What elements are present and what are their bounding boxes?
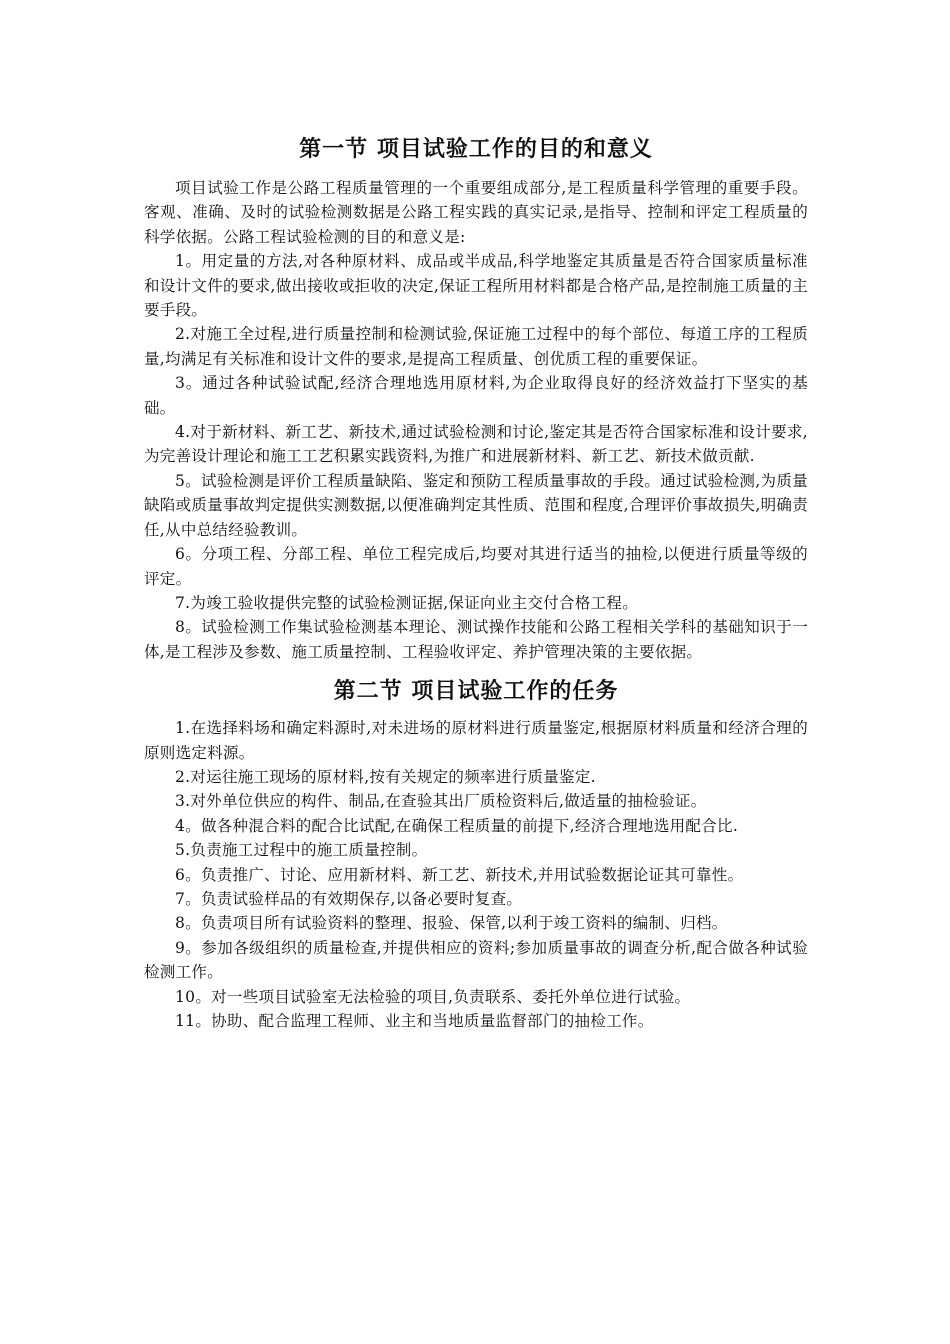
section-1-body (144, 176, 808, 664)
paragraph: 2.对施工全过程,进行质量控制和检测试验,保证施工过程中的每个部位、每道工序的工程质量,均满足有关标准和设计文件的要求,是提高工程质量、创优质工程的重要保证。 (144, 325, 808, 368)
paragraph: 11。协助、配合监理工程师、业主和当地质量监督部门的抽检工作。 (175, 1012, 654, 1030)
paragraph: 7。负责试验样品的有效期保存,以备必要时复查。 (175, 889, 523, 908)
paragraph: 6。负责推广、讨论、应用新材料、新工艺、新技术,并用试验数据论证其可靠性。 (175, 865, 744, 884)
paragraph: 项目试验工作是公路工程质量管理的一个重要组成部分,是工程质量科学管理的重要手段。客观、准确、及时的试验检测数据是公路工程实践的真实记录,是指导、控制和评定工程质量的科学依据。公路工程试验检测的目的和意义是: (144, 179, 808, 246)
paragraph: 5.负责施工过程中的施工质量控制。 (175, 841, 428, 860)
paragraph: 2.对运往施工现场的原材料,按有关规定的频率进行质量鉴定. (175, 767, 596, 786)
paragraph: 1。用定量的方法,对各种原材料、成品或半成品,科学地鉴定其质量是否符合国家质量标准和设计文件的要求,做出接收或拒收的决定,保证工程所用材料都是合格产品,是控制施工质量的主要手段。 (144, 252, 808, 320)
paragraph: 5。试验检测是评价工程质量缺陷、鉴定和预防工程质量事故的手段。通过试验检测,为质量缺陷或质量事故判定提供实测数据,以便准确判定其性质、范围和程度,合理评价事故损失,明确责任,从中总结经验教训。 (144, 471, 808, 539)
paragraph: 4。做各种混合料的配合比试配,在确保工程质量的前提下,经济合理地选用配合比. (175, 816, 739, 835)
paragraph: 8。负责项目所有试验资料的整理、报验、保管,以利于竣工资料的编制、归档。 (175, 914, 728, 933)
section-2-body (144, 716, 808, 1033)
paragraph: 6。分项工程、分部工程、单位工程完成后,均要对其进行适当的抽检,以便进行质量等级的评定。 (144, 545, 808, 588)
paragraph: 3。通过各种试验试配,经济合理地选用原材料,为企业取得良好的经济效益打下坚实的基础。 (144, 374, 808, 417)
section-2-title: 第二节 项目试验工作的任务 (333, 679, 619, 705)
section-1-title: 第一节 项目试验工作的目的和意义 (299, 137, 653, 162)
paragraph: 4.对于新材料、新工艺、新技术,通过试验检测和讨论,鉴定其是否符合国家标准和设计要求,为完善设计理论和施工工艺积累实践资料,为推广和进展新材料、新工艺、新技术做贡献. (144, 423, 808, 466)
paragraph: 9。参加各级组织的质量检查,并提供相应的资料;参加质量事故的调查分析,配合做各种试验检测工作。 (144, 938, 808, 982)
paragraph: 1.在选择料场和确定料源时,对未进场的原材料进行质量鉴定,根据原材料质量和经济合理的原则选定料源。 (144, 719, 808, 762)
paragraph: 3.对外单位供应的构件、制品,在查验其出厂质检资料后,做适量的抽检验证。 (175, 792, 707, 811)
paragraph: 8。试验检测工作集试验检测基本理论、测试操作技能和公路工程相关学科的基础知识于一体,是工程涉及参数、施工质量控制、工程验收评定、养护管理决策的主要依据。 (144, 618, 808, 661)
paragraph: 7.为竣工验收提供完整的试验检测证据,保证向业主交付合格工程。 (175, 593, 639, 612)
paragraph: 10。对一些项目试验室无法检验的项目,负责联系、委托外单位进行试验。 (175, 987, 691, 1006)
document-page (144, 128, 808, 1033)
